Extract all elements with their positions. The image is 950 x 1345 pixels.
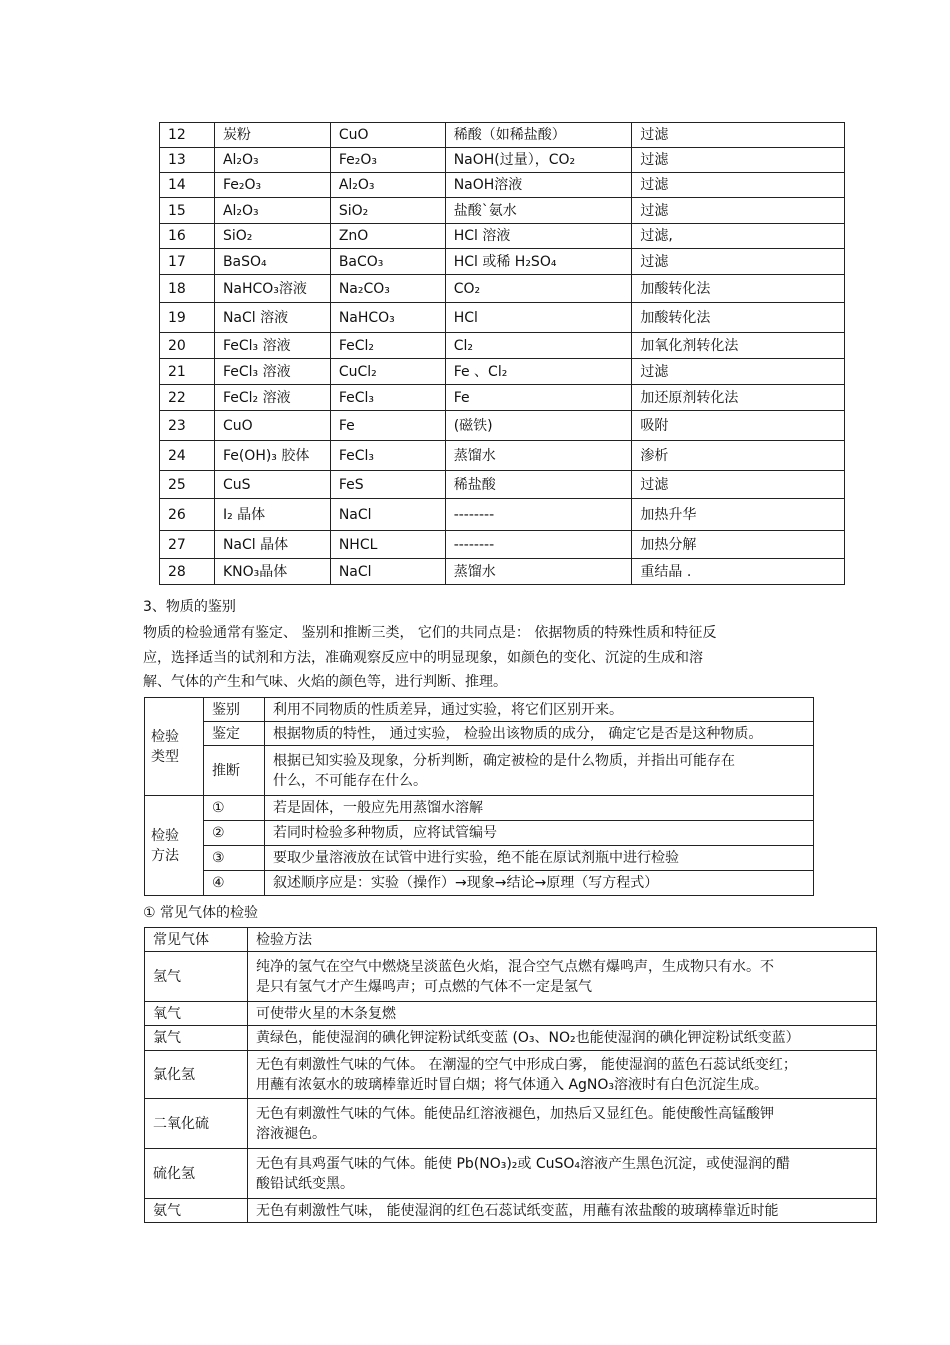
separation-row: [160, 303, 845, 333]
separation-cell: 16: [160, 224, 215, 249]
method-num: ②: [204, 821, 265, 846]
separation-cell: Na₂CO₃: [330, 275, 445, 303]
separation-cell: NHCL: [330, 531, 445, 559]
section-title: 3、物质的鉴别: [143, 599, 236, 615]
method-num: ④: [204, 871, 265, 896]
separation-row: [160, 559, 845, 585]
gas-method-line: 是只有氢气才产生爆鸣声；可点燃的气体不一定是氢气: [256, 978, 592, 995]
separation-cell: FeCl₃ 溶液: [214, 359, 330, 385]
separation-cell: 15: [160, 198, 215, 224]
method-text: 要取少量溶液放在试管中进行实验，绝不能在原试剂瓶中进行检验: [265, 846, 814, 871]
gas-method-line: 酸铅试纸变黑。: [256, 1175, 354, 1192]
gas-row: [145, 1051, 877, 1099]
gas-row: [145, 1002, 877, 1026]
gas-method: [248, 1099, 877, 1149]
separation-cell: 重结晶 .: [632, 559, 845, 585]
type-name: 鉴别: [204, 698, 265, 722]
separation-cell: SiO₂: [330, 198, 445, 224]
separation-cell: FeCl₃: [330, 441, 445, 471]
separation-cell: 过滤: [632, 471, 845, 499]
method-num: ③: [204, 846, 265, 871]
separation-cell: CuS: [214, 471, 330, 499]
separation-cell: Fe₂O₃: [214, 173, 330, 198]
separation-cell: 过滤: [632, 359, 845, 385]
separation-cell: 13: [160, 148, 215, 173]
separation-row: [160, 359, 845, 385]
separation-cell: I₂ 晶体: [214, 499, 330, 531]
separation-cell: FeCl₂: [330, 333, 445, 359]
separation-cell: Fe(OH)₃ 胶体: [214, 441, 330, 471]
separation-cell: NaCl 晶体: [214, 531, 330, 559]
gas-name: 氢气: [145, 952, 248, 1002]
gas-detection-table: [144, 927, 877, 1223]
separation-cell: NaCl 溶液: [214, 303, 330, 333]
separation-cell: NaCl: [330, 559, 445, 585]
method-header: 检验方法: [248, 928, 877, 952]
separation-cell: FeCl₃: [330, 385, 445, 411]
separation-cell: CO₂: [445, 275, 632, 303]
separation-cell: 25: [160, 471, 215, 499]
gas-method: [248, 952, 877, 1002]
gas-method-line: 无色有刺激性气味的气体。能使品红溶液褪色，加热后又显红色。能使酸性高锰酸钾: [256, 1105, 774, 1122]
separation-cell: 22: [160, 385, 215, 411]
gas-method: [248, 1002, 877, 1026]
separation-cell: FeS: [330, 471, 445, 499]
intro-line-3: 解、气体的产生和气味、火焰的颜色等，进行判断、推理。: [143, 674, 507, 690]
separation-cell: Cl₂: [445, 333, 632, 359]
gas-method: [248, 1026, 877, 1051]
separation-cell: 加热分解: [632, 531, 845, 559]
separation-cell: CuO: [214, 411, 330, 441]
type-name: 鉴定: [204, 722, 265, 746]
separation-cell: CuCl₂: [330, 359, 445, 385]
separation-cell: NaHCO₃溶液: [214, 275, 330, 303]
gas-method-line: 无色有刺激性气味的气体。 在潮湿的空气中形成白雾， 能使湿润的蓝色石蕊试纸变红；: [256, 1056, 797, 1073]
separation-cell: 18: [160, 275, 215, 303]
separation-cell: KNO₃晶体: [214, 559, 330, 585]
gas-name: 氧气: [145, 1002, 248, 1026]
separation-cell: NaOH溶液: [445, 173, 632, 198]
gas-row: [145, 1199, 877, 1223]
method-num: ①: [204, 796, 265, 821]
separation-cell: 过滤: [632, 148, 845, 173]
separation-cell: FeCl₃ 溶液: [214, 333, 330, 359]
separation-cell: 27: [160, 531, 215, 559]
types-label-line: 检验: [151, 728, 179, 745]
gas-method: [248, 1199, 877, 1223]
separation-cell: NaHCO₃: [330, 303, 445, 333]
separation-cell: 渗析: [632, 441, 845, 471]
separation-cell: 加酸转化法: [632, 275, 845, 303]
separation-cell: HCl: [445, 303, 632, 333]
separation-cell: 23: [160, 411, 215, 441]
gas-name: 氨气: [145, 1199, 248, 1223]
separation-cell: 28: [160, 559, 215, 585]
type-desc: [265, 746, 814, 796]
separation-cell: Al₂O₃: [214, 148, 330, 173]
gas-row: [145, 952, 877, 1002]
separation-row: [160, 499, 845, 531]
gas-row: [145, 1099, 877, 1149]
separation-cell: Al₂O₃: [330, 173, 445, 198]
separation-cell: 过滤: [632, 198, 845, 224]
gas-method-line: 黄绿色，能使湿润的碘化钾淀粉试纸变蓝 (O₃、NO₂也能使湿润的碘化钾淀粉试纸变蓝）: [256, 1030, 800, 1046]
separation-cell: ZnO: [330, 224, 445, 249]
separation-cell: --------: [445, 499, 632, 531]
methods-label: [145, 796, 204, 896]
type-desc: 利用不同物质的性质差异，通过实验，将它们区别开来。: [265, 698, 814, 722]
gas-name: 氯化氢: [145, 1051, 248, 1099]
separation-cell: 稀盐酸: [445, 471, 632, 499]
separation-row: [160, 441, 845, 471]
separation-cell: 加氧化剂转化法: [632, 333, 845, 359]
separation-cell: HCl 或稀 H₂SO₄: [445, 249, 632, 275]
method-text: 叙述顺序应是：实验（操作）→现象→结论→原理（写方程式）: [265, 871, 814, 896]
separation-cell: HCl 溶液: [445, 224, 632, 249]
separation-table: [159, 122, 845, 585]
gas-method-line: 溶液褪色。: [256, 1125, 326, 1142]
separation-cell: 12: [160, 123, 215, 148]
separation-cell: 过滤: [632, 249, 845, 275]
separation-cell: 24: [160, 441, 215, 471]
separation-cell: BaSO₄: [214, 249, 330, 275]
gas-name: 二氧化硫: [145, 1099, 248, 1149]
type-desc-line: 什么，不可能存在什么。: [273, 772, 427, 789]
separation-row: [160, 198, 845, 224]
separation-cell: 14: [160, 173, 215, 198]
separation-cell: 过滤: [632, 123, 845, 148]
separation-cell: Fe₂O₃: [330, 148, 445, 173]
gas-method-line: 用蘸有浓氨水的玻璃棒靠近时冒白烟；将气体通入 AgNO₃溶液时有白色沉淀生成。: [256, 1076, 769, 1093]
methods-label-line: 检验: [151, 827, 179, 844]
method-text: 若同时检验多种物质，应将试管编号: [265, 821, 814, 846]
separation-cell: 过滤: [632, 173, 845, 198]
separation-cell: 稀酸（如稀盐酸）: [445, 123, 632, 148]
separation-row: [160, 411, 845, 441]
method-text: 若是固体，一般应先用蒸馏水溶解: [265, 796, 814, 821]
separation-row: [160, 173, 845, 198]
type-desc: 根据物质的特性， 通过实验， 检验出该物质的成分， 确定它是否是这种物质。: [265, 722, 814, 746]
separation-cell: 过滤,: [632, 224, 845, 249]
type-name: 推断: [204, 746, 265, 796]
separation-cell: FeCl₂ 溶液: [214, 385, 330, 411]
separation-cell: Fe 、Cl₂: [445, 359, 632, 385]
identification-table: [144, 697, 814, 896]
separation-row: [160, 224, 845, 249]
gas-section-title: ① 常见气体的检验: [143, 905, 259, 921]
separation-cell: NaOH(过量），CO₂: [445, 148, 632, 173]
type-desc-line: 根据已知实验及现象，分析判断，确定被检的是什么物质，并指出可能存在: [273, 752, 735, 769]
separation-cell: 加热升华: [632, 499, 845, 531]
gas-method-line: 可使带火星的木条复燃: [256, 1005, 396, 1022]
separation-cell: BaCO₃: [330, 249, 445, 275]
gas-name: 氯气: [145, 1026, 248, 1051]
types-label-line: 类型: [151, 748, 179, 765]
separation-row: [160, 148, 845, 173]
separation-cell: (磁铁): [445, 411, 632, 441]
gas-name: 硫化氢: [145, 1149, 248, 1199]
types-label: [145, 698, 204, 796]
separation-cell: 蒸馏水: [445, 441, 632, 471]
separation-cell: CuO: [330, 123, 445, 148]
separation-row: [160, 471, 845, 499]
separation-cell: 吸附: [632, 411, 845, 441]
intro-line-1: 物质的检验通常有鉴定、 鉴别和推断三类， 它们的共同点是： 依据物质的特殊性质和特征反: [143, 625, 717, 641]
separation-row: [160, 333, 845, 359]
separation-cell: 21: [160, 359, 215, 385]
separation-cell: --------: [445, 531, 632, 559]
separation-row: [160, 531, 845, 559]
separation-cell: 26: [160, 499, 215, 531]
gas-method: [248, 1149, 877, 1199]
separation-row: [160, 275, 845, 303]
separation-row: [160, 249, 845, 275]
separation-cell: SiO₂: [214, 224, 330, 249]
separation-cell: 炭粉: [214, 123, 330, 148]
separation-row: [160, 123, 845, 148]
separation-cell: 蒸馏水: [445, 559, 632, 585]
gas-method-line: 纯净的氢气在空气中燃烧呈淡蓝色火焰，混合空气点燃有爆鸣声，生成物只有水。不: [256, 958, 774, 975]
separation-row: [160, 385, 845, 411]
separation-cell: Al₂O₃: [214, 198, 330, 224]
gas-method-line: 无色有具鸡蛋气味的气体。能使 Pb(NO₃)₂或 CuSO₄溶液产生黑色沉淀，或使湿润的醋: [256, 1155, 791, 1172]
separation-cell: Fe: [445, 385, 632, 411]
gas-row: [145, 1149, 877, 1199]
gas-row: [145, 1026, 877, 1051]
separation-cell: 加酸转化法: [632, 303, 845, 333]
separation-cell: 20: [160, 333, 215, 359]
gas-method-line: 无色有刺激性气味， 能使湿润的红色石蕊试纸变蓝，用蘸有浓盐酸的玻璃棒靠近时能: [256, 1202, 779, 1219]
methods-label-line: 方法: [151, 847, 179, 864]
separation-cell: 盐酸`氨水: [445, 198, 632, 224]
separation-table-body: [160, 123, 845, 585]
separation-cell: 17: [160, 249, 215, 275]
gas-table-body: [145, 928, 877, 1223]
separation-cell: 19: [160, 303, 215, 333]
gas-header: 常见气体: [145, 928, 248, 952]
separation-cell: Fe: [330, 411, 445, 441]
intro-line-2: 应，选择适当的试剂和方法，准确观察反应中的明显现象，如颜色的变化、沉淀的生成和溶: [143, 650, 703, 666]
separation-cell: 加还原剂转化法: [632, 385, 845, 411]
gas-method: [248, 1051, 877, 1099]
separation-cell: NaCl: [330, 499, 445, 531]
